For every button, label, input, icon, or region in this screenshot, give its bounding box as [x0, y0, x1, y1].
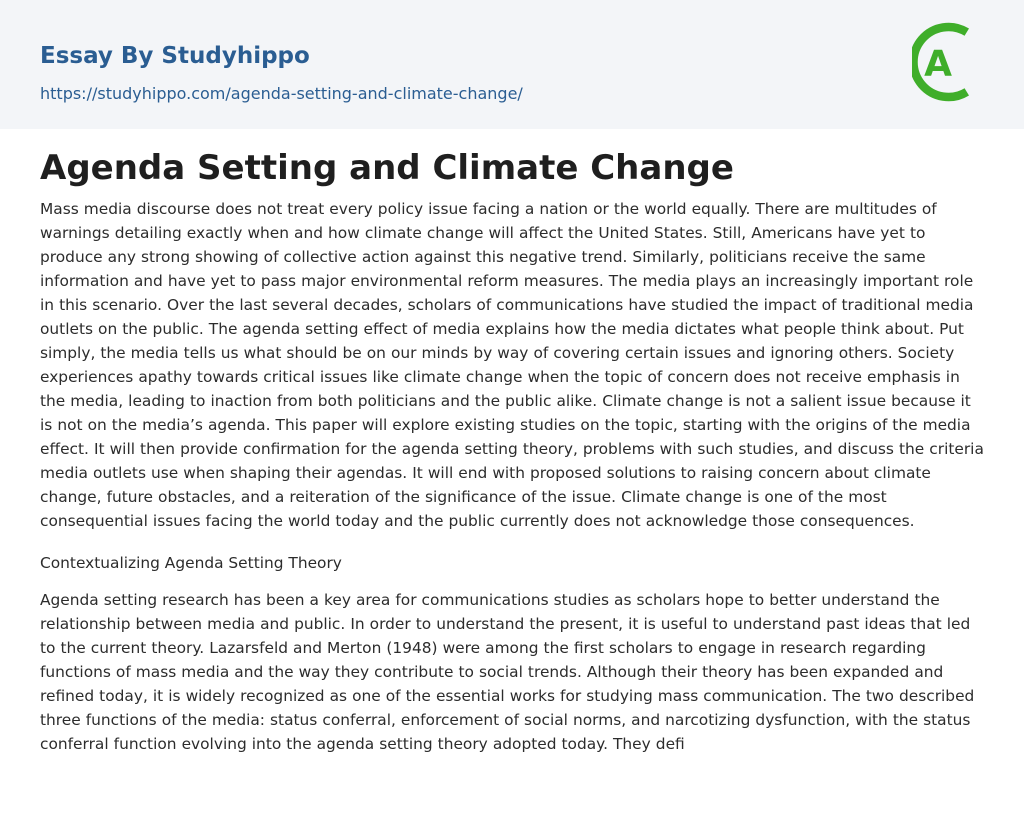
section-paragraph: Agenda setting research has been a key area for communications studies as scholars hope to better understand the relationship between media and public. In order to understand the present, it is useful to understand past ideas that led to the current theory. Lazarsfeld and Merton (1948) were among the first scholars to engage in research regarding functions of mass media and the way they contribute to social trends. Although their theory has been expanded and refined today, it is widely recognized as one of the essential works for studying mass communication. The two described three functions of the media: status conferral, enforcement of social norms, and narcotizing dysfunction, with the status conferral function evolving into the agenda setting theory adopted today. They defi: [40, 591, 975, 753]
intro-paragraph: Mass media discourse does not treat every policy issue facing a nation or the world equally. There are multitudes of warnings detailing exactly when and how climate change will affect the United States. Still, Americans have yet to produce any strong showing of collective action against this negative trend. Similarly, politicians receive the same information and have yet to pass major environmental reform measures. The media plays an increasingly important role in this scenario. Over the last several decades, scholars of communications have studied the impact of traditional media outlets on the public. The agenda setting effect of media explains how the media dictates what people think about. Put simply, the media tells us what should be on our minds by way of covering certain issues and ignoring others. Society experiences apathy towards critical issues like climate change when the topic of concern does not receive emphasis in the media, leading to inaction from both politicians and the public alike. Climate change is not a salient issue because it is not on the media’s agenda. This paper will explore existing studies on the topic, starting with the origins of the media effect. It will then provide confirmation for the agenda setting theory, problems with such studies, and discuss the criteria media outlets use when shaping their agendas. It will end with proposed solutions to raising concern about climate change, future obstacles, and a reiteration of the significance of the issue. Climate change is one of the most consequential issues facing the world today and the public currently does not acknowledge those consequences.: [40, 200, 984, 530]
brand-title: Essay By Studyhippo: [40, 43, 310, 69]
essay-content: [0, 147, 1024, 756]
site-header: [0, 0, 1024, 129]
section-heading: Contextualizing Agenda Setting Theory: [40, 554, 342, 572]
studyhippo-logo-icon[interactable]: [912, 20, 986, 106]
essay-url-link[interactable]: https://studyhippo.com/agenda-setting-and-climate-change/: [40, 84, 523, 103]
page-title: Agenda Setting and Climate Change: [40, 148, 734, 188]
logo-letter: A: [924, 43, 952, 85]
